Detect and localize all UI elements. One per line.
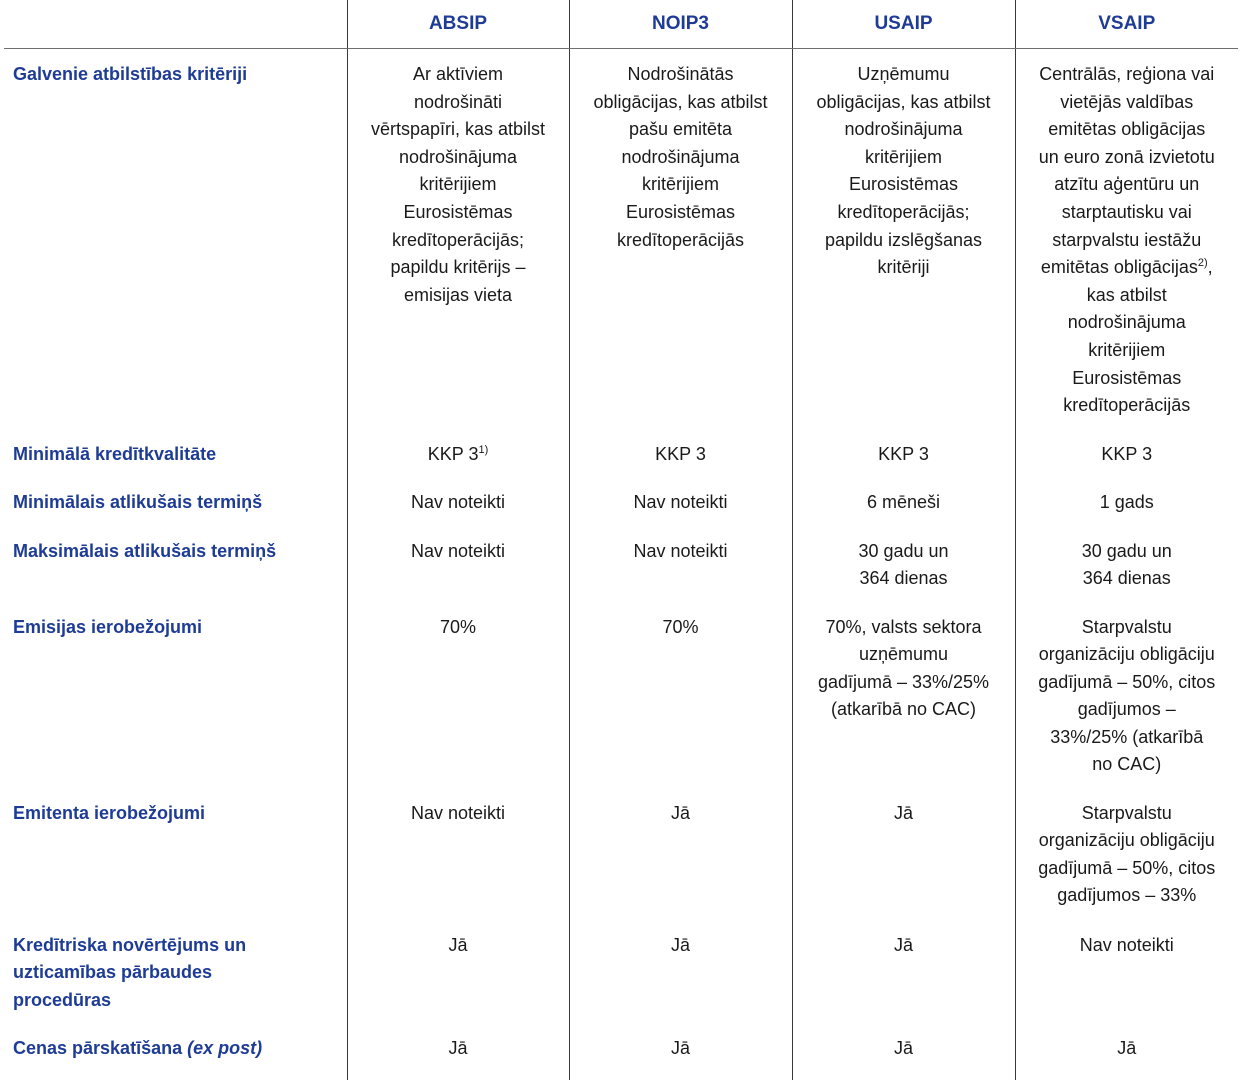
cell-usaip (792, 477, 1015, 526)
cell-text: Nav noteikti (633, 540, 728, 561)
cell-usaip (792, 788, 1015, 920)
criterion-label-text: Cenas pārskatīšana (13, 1037, 188, 1058)
cell-noip3 (569, 920, 792, 1023)
criterion-label-text: Emisijas ierobežojumi (13, 616, 203, 637)
cell-line (801, 254, 1007, 282)
cell-absip (347, 788, 569, 920)
cell-line (1024, 199, 1231, 227)
cell-line (1024, 365, 1231, 393)
cell-text: 70%, valsts sektora (825, 616, 982, 637)
cell-text: kredītoperācijās; (391, 229, 525, 250)
cell-line (356, 282, 561, 310)
cell-line (356, 61, 561, 89)
cell-text: kritērijiem (864, 146, 942, 167)
cell-line (801, 932, 1007, 960)
cell-text: nodrošinājuma (621, 146, 740, 167)
cell-noip3 (569, 788, 792, 920)
cell-text: Jā (893, 802, 913, 823)
cell-line (356, 254, 561, 282)
column-header-noip3: NOIP3 (569, 0, 792, 49)
cell-line (801, 61, 1007, 89)
cell-line (801, 565, 1007, 593)
criterion-label-line (13, 932, 341, 960)
cell-vsaip (1015, 49, 1238, 429)
cell-line (1024, 227, 1231, 255)
cell-line (1024, 614, 1231, 642)
cell-text: atzītu aģentūru un (1054, 174, 1200, 195)
cell-text: Jā (670, 1037, 690, 1058)
cell-line (578, 441, 784, 469)
cell-text: Eurosistēmas (1072, 367, 1182, 388)
criterion-label-text: Kredītriska novērtējums un (13, 934, 247, 955)
cell-text: nodrošināti (413, 91, 503, 112)
column-header-vsaip: VSAIP (1015, 0, 1238, 49)
cell-line (1024, 565, 1231, 593)
cell-noip3 (569, 49, 792, 429)
cell-text: 30 gadu un (1081, 540, 1172, 561)
cell-text: obligācijas, kas atbilst (593, 91, 768, 112)
cell-line (801, 800, 1007, 828)
cell-text: gadījumos – 33% (1057, 885, 1197, 906)
cell-text: 70% (662, 616, 699, 637)
cell-line (578, 1035, 784, 1063)
cell-line (1024, 441, 1231, 469)
cell-text: Nav noteikti (410, 491, 506, 512)
cell-text: Nav noteikti (410, 540, 506, 561)
cell-line (1024, 669, 1231, 697)
cell-line (1024, 751, 1231, 779)
cell-line (578, 932, 784, 960)
cell-line (801, 89, 1007, 117)
criterion-label-line (13, 800, 341, 828)
cell-vsaip (1015, 788, 1238, 920)
cell-usaip (792, 49, 1015, 429)
cell-text: 30 gadu un (858, 540, 949, 561)
cell-line (801, 669, 1007, 697)
cell-vsaip (1015, 429, 1238, 477)
cell-text: (atkarībā no CAC) (830, 699, 977, 720)
cell-line (801, 641, 1007, 669)
table-row (4, 920, 1238, 1023)
cell-text: Starpvalstu (1081, 616, 1172, 637)
cell-line (801, 1035, 1007, 1063)
table-row (4, 429, 1238, 477)
cell-line (356, 144, 561, 172)
cell-line (1024, 116, 1231, 144)
cell-vsaip (1015, 477, 1238, 526)
cell-line (801, 614, 1007, 642)
cell-absip (347, 920, 569, 1023)
cell-text: Jā (670, 934, 690, 955)
cell-text: vērtspapīri, kas atbilst (370, 119, 546, 140)
cell-usaip (792, 602, 1015, 788)
criterion-label-text: Minimālais atlikušais termiņš (13, 491, 263, 512)
column-header-usaip: USAIP (792, 0, 1015, 49)
cell-usaip (792, 1023, 1015, 1080)
column-header-absip: ABSIP (347, 0, 569, 49)
cell-line (1024, 641, 1231, 669)
cell-text: emitētas obligācijas (1048, 119, 1206, 140)
cell-usaip (792, 429, 1015, 477)
cell-text: Jā (1117, 1037, 1137, 1058)
cell-text: Uzņēmumu (857, 64, 950, 84)
table-body (4, 49, 1238, 1080)
cell-text: gadījumā – 50%, citos (1038, 671, 1216, 692)
cell-usaip (792, 920, 1015, 1023)
criterion-label-line (13, 489, 341, 517)
cell-absip (347, 526, 569, 602)
criterion-label-line (13, 614, 341, 642)
cell-line (1024, 282, 1231, 310)
cell-line (356, 489, 561, 517)
cell-text: kredītoperācijās (1063, 395, 1191, 416)
cell-line (356, 800, 561, 828)
cell-text: 1 gads (1099, 491, 1154, 512)
criterion-label-text: Maksimālais atlikušais termiņš (13, 540, 277, 561)
cell-vsaip (1015, 526, 1238, 602)
cell-text: Jā (893, 934, 913, 955)
cell-line (578, 116, 784, 144)
cell-line (1024, 489, 1231, 517)
cell-text: kritērijiem (419, 174, 497, 195)
cell-text: Eurosistēmas (625, 201, 736, 222)
cell-line (356, 614, 561, 642)
eligibility-criteria-table (4, 0, 1238, 1080)
cell-line (356, 89, 561, 117)
cell-line (1024, 144, 1231, 172)
cell-line (801, 538, 1007, 566)
cell-text: obligācijas, kas atbilst (816, 91, 991, 112)
cell-line (578, 89, 784, 117)
cell-text: 6 mēneši (866, 491, 941, 512)
cell-absip (347, 477, 569, 526)
criterion-label-line (13, 441, 341, 469)
cell-line (1024, 337, 1231, 365)
cell-text: nodrošinājuma (398, 146, 518, 167)
table-row (4, 526, 1238, 602)
cell-text: kredītoperācijās; (837, 201, 970, 222)
cell-line (356, 538, 561, 566)
criterion-label (4, 477, 347, 526)
cell-absip (347, 602, 569, 788)
cell-line (801, 199, 1007, 227)
cell-line (1024, 538, 1231, 566)
cell-text: Nodrošinātās (627, 64, 734, 84)
cell-text: 364 dienas (1082, 568, 1171, 589)
cell-absip (347, 49, 569, 429)
cell-line (578, 538, 784, 566)
cell-text: papildu izslēgšanas (824, 229, 983, 250)
cell-text: starptautisku vai (1061, 201, 1192, 222)
cell-text: Nav noteikti (410, 802, 506, 823)
criterion-label-line (13, 1035, 341, 1063)
table-row (4, 49, 1238, 429)
cell-text: papildu kritērijs – (390, 257, 526, 278)
cell-text: Centrālās, reģiona vai (1039, 64, 1215, 84)
cell-text: 364 dienas (859, 568, 948, 589)
cell-line (578, 614, 784, 642)
footnote-trailing-punctuation: , (1207, 257, 1213, 278)
cell-line (1024, 855, 1231, 883)
criterion-label-text: Emitenta ierobežojumi (13, 802, 206, 823)
cell-vsaip (1015, 1023, 1238, 1080)
cell-text: nodrošinājuma (1067, 312, 1186, 333)
table-row (4, 477, 1238, 526)
cell-text: pašu emitēta (628, 119, 733, 140)
criterion-label (4, 788, 347, 920)
cell-line (801, 171, 1007, 199)
cell-line (1024, 932, 1231, 960)
cell-line (356, 171, 561, 199)
criterion-label (4, 602, 347, 788)
cell-text: KKP 3 (655, 443, 706, 464)
cell-line (1024, 392, 1231, 420)
cell-line (1024, 61, 1231, 89)
cell-text: Starpvalstu (1081, 802, 1172, 823)
cell-line (356, 227, 561, 255)
cell-text: kritērijiem (1088, 339, 1166, 360)
cell-line (356, 116, 561, 144)
cell-text: gadījumos – (1077, 699, 1176, 720)
criterion-label-line (13, 61, 341, 89)
cell-text: gadījumā – 33%/25% (817, 671, 990, 692)
cell-text: starpvalstu iestāžu (1052, 229, 1202, 250)
cell-line (801, 144, 1007, 172)
cell-line (801, 116, 1007, 144)
cell-line (578, 227, 784, 255)
cell-line (356, 199, 561, 227)
cell-line (356, 441, 561, 469)
cell-text: 70% (439, 616, 477, 637)
criterion-label (4, 920, 347, 1023)
cell-text: Nav noteikti (633, 491, 728, 512)
cell-text: KKP 3 (878, 443, 929, 464)
cell-text: kas atbilst (1086, 284, 1167, 305)
cell-text: vietējās valdības (1060, 91, 1194, 112)
cell-line (1024, 724, 1231, 752)
cell-vsaip (1015, 602, 1238, 788)
cell-vsaip (1015, 920, 1238, 1023)
cell-line (1024, 827, 1231, 855)
cell-text: uzņēmumu (858, 644, 949, 665)
cell-line (801, 441, 1007, 469)
cell-text: Eurosistēmas (848, 174, 959, 195)
header-corner-cell (4, 0, 347, 49)
cell-text: KKP 3 (1101, 443, 1153, 464)
cell-text: Eurosistēmas (403, 201, 513, 222)
table-row (4, 602, 1238, 788)
criterion-label (4, 49, 347, 429)
table-row (4, 1023, 1238, 1080)
cell-line (1024, 800, 1231, 828)
criterion-label-line (13, 538, 341, 566)
cell-text: Nav noteikti (1079, 934, 1174, 955)
cell-absip (347, 429, 569, 477)
cell-noip3 (569, 1023, 792, 1080)
cell-text: kritēriji (877, 257, 930, 278)
criterion-label (4, 526, 347, 602)
cell-text: emitētas obligācijas (1040, 257, 1198, 278)
cell-text: kredītoperācijās (616, 229, 745, 250)
criterion-label (4, 429, 347, 477)
cell-text: Jā (893, 1037, 913, 1058)
cell-line (1024, 309, 1231, 337)
cell-line (1024, 89, 1231, 117)
cell-usaip (792, 526, 1015, 602)
header-row (4, 0, 1238, 49)
cell-text: Ar aktīviem (412, 64, 504, 84)
cell-line (1024, 1035, 1231, 1063)
criterion-label (4, 1023, 347, 1080)
cell-noip3 (569, 429, 792, 477)
criterion-label-text: procedūras (13, 989, 112, 1010)
cell-noip3 (569, 526, 792, 602)
cell-line (578, 61, 784, 89)
criterion-label-text: Galvenie atbilstības kritēriji (13, 64, 248, 84)
cell-line (1024, 171, 1231, 199)
criterion-label-line (13, 987, 341, 1015)
cell-line (356, 1035, 561, 1063)
cell-line (578, 171, 784, 199)
cell-line (1024, 882, 1231, 910)
cell-text: Jā (448, 1037, 468, 1058)
cell-text: organizāciju obligāciju (1038, 830, 1215, 851)
cell-line (1024, 696, 1231, 724)
cell-text: kritērijiem (641, 174, 719, 195)
cell-line (801, 489, 1007, 517)
cell-line (356, 932, 561, 960)
criterion-label-text: Minimālā kredītkvalitāte (13, 443, 217, 464)
cell-line (801, 227, 1007, 255)
criterion-label-line (13, 959, 341, 987)
cell-text: gadījumā – 50%, citos (1038, 857, 1216, 878)
cell-line (801, 696, 1007, 724)
cell-text: KKP 3 (427, 443, 479, 464)
cell-text: Jā (670, 802, 690, 823)
footnote-marker: 2) (1197, 257, 1208, 270)
cell-text: Jā (448, 934, 468, 955)
cell-text: no CAC) (1092, 754, 1162, 775)
cell-line (1024, 254, 1231, 282)
cell-noip3 (569, 602, 792, 788)
cell-line (578, 489, 784, 517)
table-header (4, 0, 1238, 49)
cell-text: emisijas vieta (403, 284, 513, 305)
criterion-label-text: uzticamības pārbaudes (13, 962, 213, 983)
cell-line (578, 199, 784, 227)
cell-line (578, 800, 784, 828)
cell-absip (347, 1023, 569, 1080)
cell-line (578, 144, 784, 172)
table-row (4, 788, 1238, 920)
footnote-marker: 1) (478, 443, 489, 456)
cell-text: un euro zonā izvietotu (1038, 146, 1215, 167)
cell-text: nodrošinājuma (844, 119, 963, 140)
cell-text: organizāciju obligāciju (1038, 644, 1215, 665)
cell-noip3 (569, 477, 792, 526)
cell-text: 33%/25% (atkarībā (1050, 726, 1204, 747)
criterion-label-emphasis: (ex post) (187, 1037, 263, 1058)
